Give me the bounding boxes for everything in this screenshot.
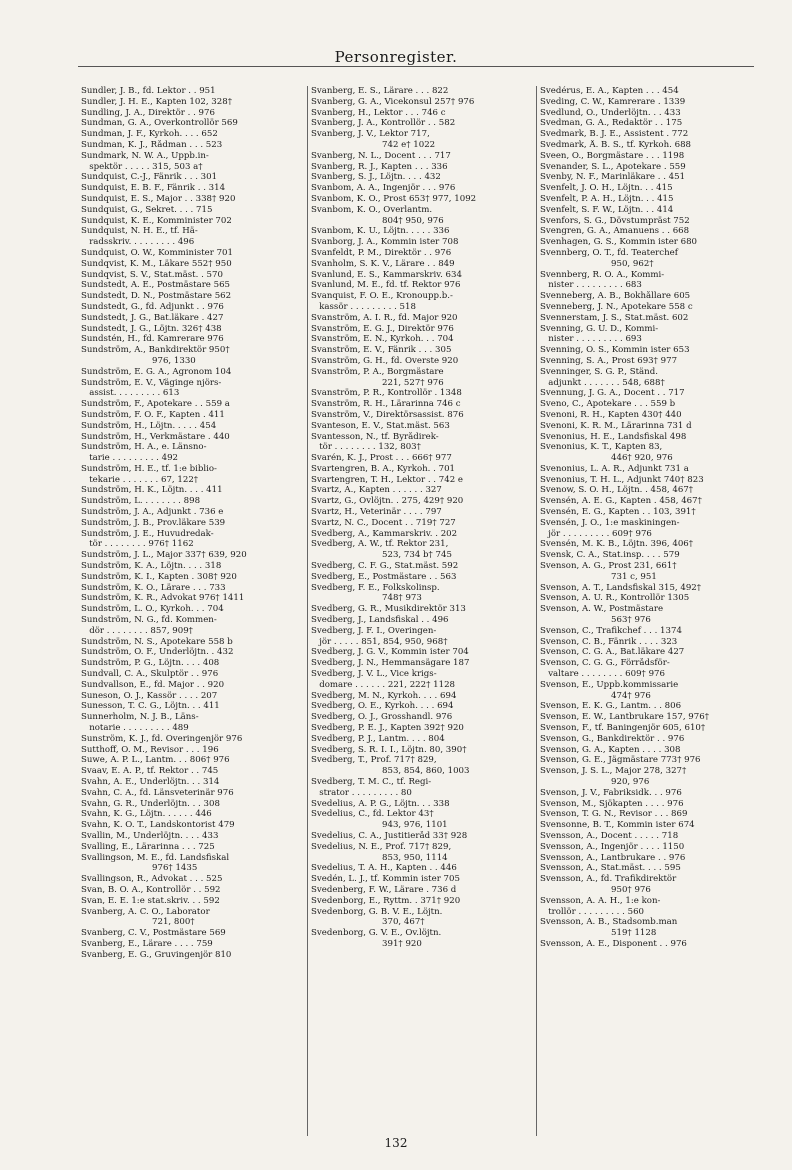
register-entry: Svanteson, E. V., Stat.mäst. 563 — [311, 420, 450, 431]
register-entry: jör . . . . . 851, 854, 950, 968† — [311, 636, 448, 647]
register-entry: adjunkt . . . . . . . 548, 688† — [540, 377, 665, 388]
register-entry: Svenfelt, P. A. H., Löjtn. . . 415 — [540, 193, 674, 204]
register-entry: Sunesson, T. C. G., Löjtn. . . 411 — [81, 701, 220, 712]
register-entry: Sundqvist, S. V., Stat.mäst. . 570 — [81, 269, 223, 280]
register-entry: 943, 976, 1101 — [311, 820, 448, 831]
register-entry: Svedberg, J. N., Hemmansägare 187 — [311, 658, 470, 669]
register-entry: Svenson, C. G. G., Förrådsför- — [540, 658, 670, 669]
register-entry: Svenhagen, G. S., Kommin ister 680 — [540, 237, 698, 248]
page-number: 132 — [384, 1136, 408, 1150]
register-entry: Svensson, A. E., Disponent . . 976 — [540, 938, 687, 949]
register-entry: Svenonius, K. T., Kapten 83, — [540, 442, 663, 453]
register-entry: nister . . . . . . . . . 683 — [540, 280, 642, 291]
register-entry: Svenson, J. S. L., Major 278, 327† — [540, 766, 687, 777]
register-entry: Svennberg, R. O. A., Kommi- — [540, 269, 665, 280]
register-entry: Sundström, N. G., fd. Kommen- — [81, 615, 217, 626]
register-entry: Svanström, G. H., fd. Överste 920 — [311, 355, 459, 366]
register-entry: Svahn, C. A., fd. Länsveterinär 976 — [81, 787, 234, 798]
register-entry: 920, 976 — [540, 777, 650, 787]
register-entry: Svanberg, J. V., Lektor 717, — [311, 129, 430, 140]
register-entry: Svensonne, B. T., Kommin ister 674 — [540, 820, 695, 831]
register-entry: Svedberg, C. F. G., Stat.mäst. 592 — [311, 561, 459, 572]
register-entry: Sundström, L. O., Kyrkoh. . . 704 — [81, 604, 224, 615]
register-entry: Svanberg, J. A., Kontrollör . . 582 — [311, 118, 456, 129]
register-entry: Svanbom, K. O., Överlantm. — [311, 204, 433, 215]
register-column-3 — [536, 86, 765, 1136]
register-entry: 742 e† 1022 — [311, 139, 436, 150]
register-entry: Sundler, J. B., fd. Lektor . . 951 — [81, 86, 216, 96]
register-entry: 731 c, 951 — [540, 571, 657, 582]
register-entry: Svanbom, A. A., Ingenjör . . . 976 — [311, 183, 456, 194]
register-entry: Svenson, A. G., Prost 231, 661† — [540, 561, 677, 572]
register-entry: Sunström, K. J., fd. Överingenjör 976 — [81, 733, 243, 744]
register-entry: Sundström, H., Löjtn. . . . . 454 — [81, 420, 217, 431]
register-entry: Sundström, A., Bankdirektör 950† — [81, 345, 230, 356]
register-entry: Svedberg, P. J., Lantm. . . . 804 — [311, 733, 445, 744]
register-entry: Svedelius, T. A. H., Kapten . . 446 — [311, 863, 457, 874]
register-entry: Sundström, K. I., Kapten . 308† 920 — [81, 571, 237, 582]
register-entry: Svenson, F., tf. Baningenjör 605, 610† — [540, 723, 706, 734]
register-entry: 519† 1128 — [540, 928, 657, 939]
register-entry: Svensson, A., fd. Trafikdirektör — [540, 874, 677, 885]
register-entry: trollör . . . . . . . . . 560 — [540, 906, 645, 917]
register-entry: Svanberg, R. J., Kapten . . . 336 — [311, 161, 448, 172]
register-entry: 976, 1330 — [81, 355, 196, 366]
register-entry: 853, 854, 860, 1003 — [311, 766, 470, 777]
register-entry: Svanström, E. N., Kyrkoh. . . 704 — [311, 334, 454, 345]
page-title: Personregister. — [334, 48, 458, 66]
register-entry: 221, 527† 976 — [311, 377, 444, 388]
register-entry: Svallingson, M. E., fd. Landsfiskal — [81, 852, 230, 863]
register-entry: Svanberg, E. S., Lärare . . . 822 — [311, 86, 449, 96]
register-entry: Svedenborg, G. B. V. E., Löjtn. — [311, 906, 443, 917]
register-entry: Svensson, A. A. H., 1:e kon- — [540, 895, 661, 906]
register-entry: Svenson, A. W., Postmästare — [540, 604, 664, 615]
register-entry: 748† 973 — [311, 593, 422, 604]
register-entry: Sundvall, C. A., Skulptör . . 976 — [81, 669, 219, 680]
register-entry: Svedberg, A. W., tf. Rektor 231, — [311, 539, 449, 550]
register-entry: Svensén, M. K. B., Löjtn. 396, 406† — [540, 539, 694, 550]
register-entry: Svenson, J. V., Fabriksidk. . . 976 — [540, 787, 682, 798]
register-entry: Svenoni, K. R. M., Lärarinna 731 d — [540, 420, 692, 431]
register-entry: Svenfelt, J. O. H., Löjtn. . . 415 — [540, 183, 673, 194]
register-entry: Svanström, R. H., Lärarinna 746 c — [311, 399, 461, 410]
register-entry: Svenning, S. A., Prost 693† 977 — [540, 355, 678, 366]
register-entry: Svengren, G. A., Amanuens . . 668 — [540, 226, 690, 237]
register-entry: Sveen, O., Borgmästare . . . 1198 — [540, 150, 685, 161]
register-entry: 391† 920 — [311, 938, 422, 949]
register-entry: Sundström, H., Verkmästare . 440 — [81, 431, 230, 442]
register-entry: Svedberg, A., Kammarskriv. . 202 — [311, 528, 458, 539]
register-entry: Svenby, N. F., Marinläkare . . 451 — [540, 172, 686, 183]
register-entry: Svenonius, L. A. R., Adjunkt 731 a — [540, 463, 689, 474]
register-entry: radsskriv. . . . . . . . . 496 — [81, 237, 195, 248]
register-columns — [78, 86, 766, 1136]
register-entry: Svedberg, P. E. J., Kapten 392† 920 — [311, 723, 464, 734]
register-entry: Svensson, A., Docent . . . . . 718 — [540, 830, 679, 841]
register-entry: Sunnerholm, N. J. B., Läns- — [81, 712, 199, 723]
register-entry: Sundquist, G., Sekret. . . . 715 — [81, 204, 213, 215]
register-entry: Svahn, K. O. T., Landskontorist 479 — [81, 820, 235, 831]
register-entry: Sundström, H. A., e. Länsno- — [81, 442, 207, 453]
register-entry: Svedmark, B. J. E., Assistent . 772 — [540, 129, 689, 140]
register-entry: Svalling, E., Lärarinna . . . 725 — [81, 841, 215, 852]
register-entry: Svanbom, K. O., Prost 653† 977, 1092 — [311, 193, 477, 204]
register-entry: Svahn, A. E., Underlöjtn. . . 314 — [81, 777, 220, 787]
register-entry: Sundström, J. E., Huvudredak- — [81, 528, 214, 539]
register-entry: Svedlund, O., Underlöjtn. . . 433 — [540, 107, 681, 118]
register-entry: Svanberg, C. V., Postmästare 569 — [81, 928, 226, 939]
register-entry: Svartz, H., Veterinär . . . . 797 — [311, 507, 442, 518]
register-entry: Svedenberg, F. W., Lärare . 736 d — [311, 884, 457, 895]
register-entry: Svallingson, R., Advokat . . . 525 — [81, 874, 223, 885]
register-entry: Svedberg, O. E., Kyrkoh. . . . 694 — [311, 701, 454, 712]
register-entry: Svedman, G. A., Redaktör . . 175 — [540, 118, 683, 129]
register-entry: tör . . . . . . . . 132, 803† — [311, 442, 421, 453]
register-entry: Sundstedt, J. G., Bat.läkare . 427 — [81, 312, 224, 323]
register-entry: Sveno, C., Apotekare . . . 559 b — [540, 399, 676, 410]
register-entry: Svanström, A. I. R., fd. Major 920 — [311, 312, 458, 323]
register-entry: Svarén, K. J., Prost . . . 666† 977 — [311, 453, 452, 464]
register-entry: Svensson, A. B., Stadsomb.man — [540, 917, 678, 928]
register-entry: jör . . . . . . . . . 609† 976 — [540, 528, 652, 539]
register-column-2 — [307, 86, 536, 1136]
register-entry: Svedberg, M. N., Kyrkoh. . . . 694 — [311, 690, 457, 701]
register-entry: Svedberg, J. G. V., Kommin ister 704 — [311, 647, 469, 658]
register-entry: Sundquist, N. H. E., tf. Hä- — [81, 226, 198, 237]
register-entry: Svanström, E. V., Fänrik . . . 305 — [311, 345, 452, 356]
register-entry: Svahn, G. R., Underlöjtn. . . 308 — [81, 798, 220, 809]
register-entry: Suwe, A. P. L., Lantm. . . 806† 976 — [81, 755, 230, 766]
register-entry: Sundman, J. F., Kyrkoh. . . . 652 — [81, 129, 218, 140]
register-entry: Svanström, V., Direktörsassist. 876 — [311, 409, 464, 420]
register-entry: valtare . . . . . . . . 609† 976 — [540, 669, 665, 680]
register-entry: Svedberg, F. E., Folkskolinsp. — [311, 582, 440, 593]
register-entry: Svanquist, F. O. E., Kronoupp.b.- — [311, 291, 453, 302]
register-entry: Sundstedt, J. G., Löjtn. 326† 438 — [81, 323, 222, 334]
register-entry: nister . . . . . . . . . 693 — [540, 334, 642, 345]
register-entry: Svedberg, G. R., Musikdirektör 313 — [311, 604, 466, 615]
register-entry: Svedberg, J., Landsfiskal . . 496 — [311, 615, 449, 626]
register-entry: Svenson, M., Sjökapten . . . . 976 — [540, 798, 684, 809]
header-rule — [78, 66, 754, 67]
register-entry: Sundström, J. L., Major 337† 639, 920 — [81, 550, 247, 561]
register-entry: Svensson, A., Stat.mäst. . . . 595 — [540, 863, 681, 874]
register-entry: domare . . . . . . 221, 222† 1128 — [311, 679, 456, 690]
register-entry: Suneson, O. J., Kassör . . . . 207 — [81, 690, 218, 701]
register-entry: Svedelius, N. E., Prof. 717† 829, — [311, 841, 452, 852]
register-entry: Svennerstam, J. S., Stat.mäst. 602 — [540, 312, 689, 323]
register-entry: spektör . . . . . 315, 503 a† — [81, 161, 203, 172]
register-entry: Sundquist, K. E., Komminister 702 — [81, 215, 232, 226]
register-entry: Svenson, G. A., Kapten . . . . 308 — [540, 744, 681, 755]
register-entry: Sundling, J. A., Direktör . . 976 — [81, 107, 215, 118]
register-entry: Svensson, A., Lantbrukare . . 976 — [540, 852, 686, 863]
register-entry: 950, 962† — [540, 258, 654, 269]
register-entry: Svanlund, E. S., Kammarskriv. 634 — [311, 269, 462, 280]
register-entry: Svenfors, S. G., Dövstumpräst 752 — [540, 215, 690, 226]
register-entry: Svanbom, K. U., Löjtn. . . . . 336 — [311, 226, 450, 237]
register-entry: Svan, B. O. A., Kontrollör . . 592 — [81, 884, 221, 895]
register-entry: tarie . . . . . . . . . 492 — [81, 453, 179, 464]
register-entry: Svenson, A. U. R., Kontrollör 1305 — [540, 593, 690, 604]
register-entry: Sundström, F. O. F., Kapten . 411 — [81, 409, 225, 420]
register-entry: Svartengren, B. A., Kyrkoh. . 701 — [311, 463, 455, 474]
register-entry: Sundstén, H., fd. Kamrerare 976 — [81, 334, 224, 345]
register-entry: Svensén, A. E. G., Kapten . 458, 467† — [540, 496, 702, 507]
register-entry: 474† 976 — [540, 690, 651, 701]
register-entry: Svedmark, Å. B. S., tf. Kyrkoh. 688 — [540, 139, 692, 150]
register-entry: Sundquist, O. W., Komminister 701 — [81, 247, 233, 258]
register-entry: Svantesson, N., tf. Byrådirek- — [311, 431, 439, 442]
register-entry: Svanlund, M. E., fd. tf. Rektor 976 — [311, 280, 461, 291]
register-entry: Svedberg, J. F. I., Överingen- — [311, 625, 437, 636]
register-entry: Svedelius, C. A., Justitieråd 33† 928 — [311, 830, 468, 841]
register-entry: Svenson, E., Uppb.kommissarie — [540, 679, 679, 690]
register-entry: Svenning, G. U. D., Kommi- — [540, 323, 659, 334]
register-entry: 370, 467† — [311, 917, 425, 928]
register-entry: Svartz, N. C., Docent . . 719† 727 — [311, 517, 456, 528]
register-entry: Sundström, P. G., Löjtn. . . . 408 — [81, 658, 220, 669]
register-entry: Svanström, P. A., Borgmästare — [311, 366, 444, 377]
register-entry: Svenson, G., Bankdirektör . . 976 — [540, 733, 685, 744]
register-entry: Svedenborg, E., Ryttm. . 371† 920 — [311, 895, 461, 906]
register-entry: assist. . . . . . . . . 613 — [81, 388, 180, 399]
register-entry: Svallin, M., Underlöjtn. . . . 433 — [81, 830, 219, 841]
register-entry: Svedberg, E., Postmästare . . 563 — [311, 571, 457, 582]
register-entry: Svenander, S. L., Apotekare . 559 — [540, 161, 686, 172]
register-entry: Svennberg, O. T., fd. Teaterchef — [540, 247, 678, 258]
register-entry: Svaav, E. A. P., tf. Rektor . . 745 — [81, 766, 219, 777]
register-entry: Svanborg, J. A., Kommin ister 708 — [311, 237, 459, 248]
register-entry: Svedberg, O. J., Grosshandl. 976 — [311, 712, 453, 723]
register-entry: 563† 976 — [540, 615, 651, 626]
register-entry: Svedberg, S. R. I. I., Löjtn. 80, 390† — [311, 744, 467, 755]
register-column-1 — [78, 86, 307, 1136]
register-entry: dör . . . . . . . . 857, 909† — [81, 625, 193, 636]
register-entry: Svanberg, G. A., Vicekonsul 257† 976 — [311, 96, 475, 107]
register-entry: Svenneberg, J. N., Apotekare 558 c — [540, 301, 693, 312]
register-entry: Sundstedt, D. N., Postmästare 562 — [81, 291, 232, 302]
register-entry: Svedelius, A. P. G., Löjtn. . . 338 — [311, 798, 450, 809]
register-entry: Svenson, C. G. A., Bat.läkare 427 — [540, 647, 685, 658]
register-entry: Sveding, C. W., Kamrerare . 1339 — [540, 96, 686, 107]
register-entry: Svartz, G., Övlöjtn. . 275, 429† 920 — [311, 496, 464, 507]
register-entry: Sundström, H. K., Löjtn. . . . 411 — [81, 485, 223, 496]
register-entry: Svedberg, T., Prof. 717† 829, — [311, 755, 437, 766]
register-entry: Svedenborg, G. V. E., Öv.löjtn. — [311, 928, 442, 939]
register-entry: Sundström, K. O., Lärare . . . 733 — [81, 582, 226, 593]
register-entry: Svenson, C., Trafikchef . . . 1374 — [540, 625, 682, 636]
register-entry: Sundström, F., Apotekare . . 559 a — [81, 399, 230, 410]
register-entry: Svartz, A., Kapten . . . . . . 327 — [311, 485, 442, 496]
register-entry: Svanberg, E., Lärare . . . . 759 — [81, 938, 213, 949]
register-entry: 446† 920, 976 — [540, 453, 673, 464]
register-entry: tör . . . . . . . . 976† 1162 — [81, 539, 194, 550]
register-entry: Svedelius, C., fd. Lektor 43† — [311, 809, 434, 820]
register-entry: Svenning, O. S., Kommin ister 653 — [540, 345, 690, 356]
register-entry: Sundström, H. E., tf. 1:e biblio- — [81, 463, 217, 474]
register-entry: Sundqvist, K. M., Läkare 552† 950 — [81, 258, 232, 269]
register-entry: Sundmark, N. W. A., Uppb.in- — [81, 150, 209, 161]
register-entry: Svanberg, A. C. O., Laborator — [81, 906, 210, 917]
register-entry: Sundquist, E. B. F., Fänrik . . 314 — [81, 183, 226, 194]
register-entry: Svenson, E. W., Lantbrukare 157, 976† — [540, 712, 709, 723]
register-entry: Svenson, C. B., Fänrik . . . . 323 — [540, 636, 678, 647]
register-entry: tekarie . . . . . . . 67, 122† — [81, 474, 199, 485]
register-entry: Svan, E. E. 1:e stat.skriv. . . 592 — [81, 895, 220, 906]
register-entry: Sundman, G. A., Överkontrollör 569 — [81, 118, 238, 129]
register-entry: Svanberg, E. G., Gruvingenjör 810 — [81, 949, 232, 960]
register-entry: 804† 950, 976 — [311, 215, 444, 226]
register-entry: strator . . . . . . . . . 80 — [311, 787, 412, 798]
register-entry: Sundström, K. R., Advokat 976† 1411 — [81, 593, 245, 604]
register-entry: Svanberg, H., Lektor . . . 746 c — [311, 107, 446, 118]
register-entry: Sundström, J. B., Prov.läkare 539 — [81, 517, 226, 528]
register-entry: 721, 800† — [81, 917, 195, 928]
register-entry: Svenson, T. G. N., Revisor . . . 869 — [540, 809, 688, 820]
register-entry: Svensén, J. O., 1:e maskiningen- — [540, 517, 680, 528]
register-entry: Svenfelt, S. F. W., Löjtn. . . 414 — [540, 204, 674, 215]
register-entry: Sundström, O. F., Underlöjtn. . 432 — [81, 647, 234, 658]
register-entry: Sundström, J. A., Adjunkt . 736 e — [81, 507, 224, 518]
register-entry: Sundström, E. V., Väginge njörs- — [81, 377, 222, 388]
register-entry: Svanberg, N. L., Docent . . . 717 — [311, 150, 451, 161]
register-entry: 853, 950, 1114 — [311, 852, 448, 863]
register-entry: Svedérus, E. A., Kapten . . . 454 — [540, 86, 679, 96]
register-entry: Svenoni, R. H., Kapten 430† 440 — [540, 409, 682, 420]
register-entry: Svanfeldt, P. M., Direktör . . 976 — [311, 247, 452, 258]
register-entry: kassör . . . . . . . . . 518 — [311, 301, 416, 312]
register-entry: 976† 1435 — [81, 863, 198, 874]
register-entry: 950† 976 — [540, 884, 651, 895]
register-entry: Svenson, A. T., Landsfiskal 315, 492† — [540, 582, 702, 593]
register-entry: Svenson, E. K. G., Lantm. . . 806 — [540, 701, 682, 712]
register-entry: Svanholm, S. K. V., Lärare . . 849 — [311, 258, 455, 269]
register-entry: Sundman, K. J., Rådman . . . 523 — [81, 139, 223, 150]
register-entry: Svedén, L. J., tf. Kommin ister 705 — [311, 874, 460, 885]
register-entry: Sundvallson, E., fd. Major . . 920 — [81, 679, 225, 690]
register-entry: Svedberg, T. M. C., tf. Regi- — [311, 777, 432, 787]
register-entry: Sundquist, C.-J., Fänrik . . . 301 — [81, 172, 218, 183]
register-entry: Svanberg, S. J., Löjtn. . . . 432 — [311, 172, 441, 183]
register-entry: Svenonius, H. E., Landsfiskal 498 — [540, 431, 687, 442]
register-entry: Sundström, N. S., Apotekare 558 b — [81, 636, 233, 647]
register-entry: Svedberg, J. V. L., Vice krigs- — [311, 669, 437, 680]
register-entry: Sundstedt, G., fd. Adjunkt . . 976 — [81, 301, 224, 312]
register-entry: Svenonius, T. H. L., Adjunkt 740† 823 — [540, 474, 704, 485]
register-entry: Svenneberg, A. B., Bokhållare 605 — [540, 291, 691, 302]
register-entry: Svensk, C. A., Stat.insp. . . . 579 — [540, 550, 680, 561]
register-entry: Svensén, E. G., Kapten . . 103, 391† — [540, 507, 696, 518]
register-entry: Svennung, J. G. A., Docent . . 717 — [540, 388, 685, 399]
register-entry: notarie . . . . . . . . . 489 — [81, 723, 189, 734]
register-entry: Svanström, P. R., Kontrollör . 1348 — [311, 388, 462, 399]
register-entry: Svenson, G. E., Jägmästare 773† 976 — [540, 755, 701, 766]
register-entry: 523, 734 b† 745 — [311, 550, 452, 561]
register-entry: Sundström, L. . . . . . . . 898 — [81, 496, 201, 507]
register-entry: Sundler, J. H. E., Kapten 102, 328† — [81, 96, 233, 107]
register-entry: Sutthoff, O. M., Revisor . . . 196 — [81, 744, 219, 755]
register-entry: Sundstedt, A. E., Postmästare 565 — [81, 280, 231, 291]
register-entry: Svensson, A., Ingenjör . . . . 1150 — [540, 841, 685, 852]
register-entry: Sundquist, E. S., Major . . 338† 920 — [81, 193, 236, 204]
register-entry: Svenninger, S. G. P., Ständ. — [540, 366, 658, 377]
register-entry: Svanström, E. G. J., Direktör 976 — [311, 323, 454, 334]
register-entry: Sundström, E. G. A., Agronom 104 — [81, 366, 232, 377]
register-entry: Sundström, K. A., Löjtn. . . . 318 — [81, 561, 222, 572]
register-entry: Svenow, S. O. H., Löjtn. . 458, 467† — [540, 485, 694, 496]
register-entry: Svahn, K. G., Löjtn. . . . . . 446 — [81, 809, 212, 820]
register-entry: Svartengren, T. H., Lektor . . 742 e — [311, 474, 463, 485]
